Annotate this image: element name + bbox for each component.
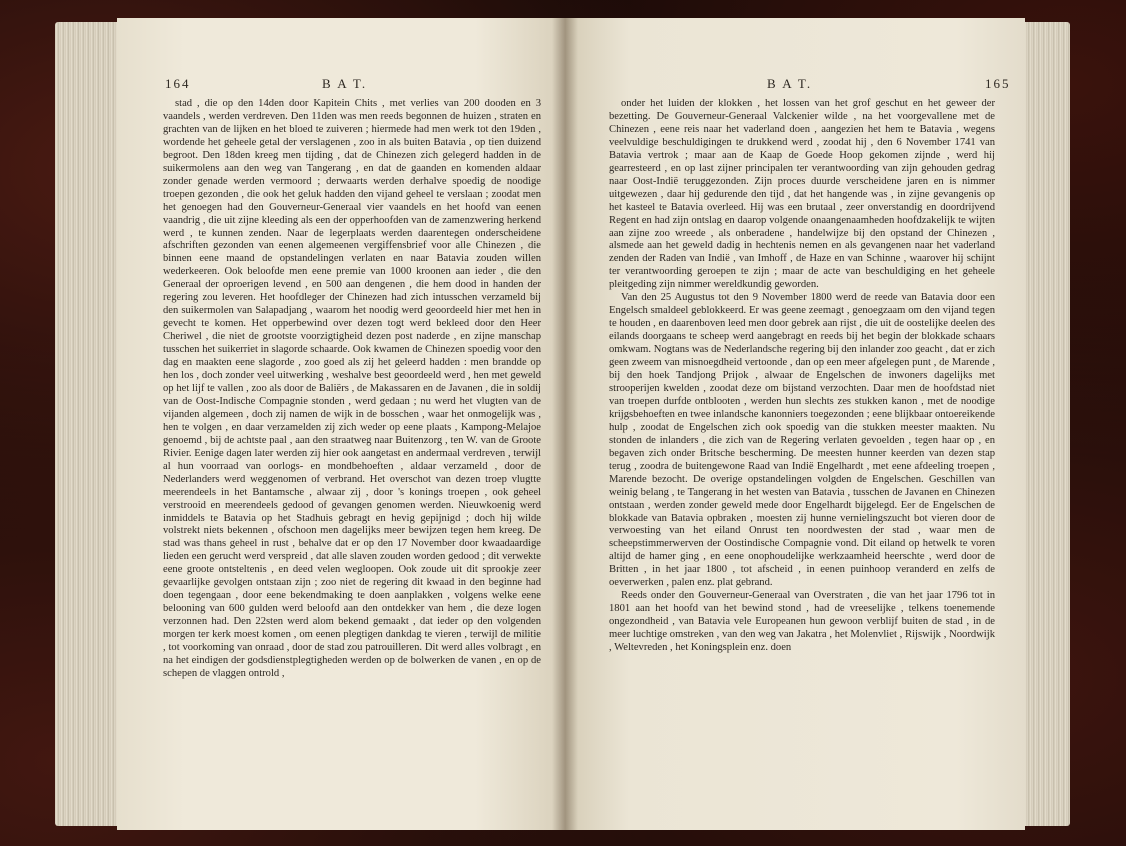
- left-page-edges: [55, 22, 125, 826]
- paragraph: Reeds onder den Gouverneur-Generaal van Overstraten , die van het jaar 1796 tot in 1801 aan het hoofd van het bewind stond , had de vreeselijke , telkens toenemende ongezondheid , van Batavia vele Europeanen hun gewoon verblijf buiten de stad , in de meer luchtige omstreken , van den weg van Jakatra , het Molenvliet , Rijswijk , Noordwijk , Weltevreden , het Koningsplein enz. doen: [609, 590, 995, 654]
- paragraph: stad , die op den 14den door Kapitein Chits , met verlies van 200 dooden en 3 vaandels , werden verdreven. Den 11den was men reeds begonnen de huizen , straten en grachten van de lijken en het bloed te zuiveren ; hiermede had men werk tot den 19den , wordende het geheele getal der verslagenen , zoo in als buiten Batavia , op tien duizend begroot. Den 18den kreeg men tijding , dat de Chinezen zich gelegerd hadden in de suikermolens aan den weg van Tangerang , en dat de gaanden en komenden aldaar zonder genade werden vermoord ; derwaarts werden derhalve spoedig de noodige troepen gezonden , die ook het geluk hadden den vijand geheel te verslaan ; zoodat men het genoegen had den Gouverneur-Generaal vier vaandels en het hoofd van eenen vaandrig , die uit zijne kleeding als een der opperhoofden van de zamenzwering herkend werd , te kunnen zenden. Naar de legerplaats werden daarentegen onderscheidene afschriften gezonden van eenen algemeenen vergiffensbrief voor alle Chinezen , die binnen eene maand de opstandelingen verlaten en naar Batavia zouden willen wederkeeren. Ook beloofde men eene premie van 1000 kroonen aan ieder , die den Generaal der oproerigen levend , en 500 aan dengenen , die hem dood in handen der regering zou leveren. Het hoofdleger der Chinezen had zich intusschen verzameld bij den suikermolen van Salapadjang , waarom het noodig werd geoordeeld hier met hen in gevecht te komen. Het opperbewind over dezen togt werd bekleed door den Heer Cheriwel , die niet de grootste voorzigtigheid dezen post naderde , en zijne manschap tusschen het suikerriet in slagorde schaarde. Ook kwamen de Chinezen spoedig voor den dag en maakten eene slagorde , zoo goed als zij het geleerd hadden : men brandde op hen los , doch zonder veel uitwerking , weshalve best geoordeeld werd , hen met geweld op het lijf te vallen , zoo als door de Baliërs , de Makassaren en de Javanen , die in soldij van de Oost-Indische Compagnie stonden , werd gedaan ; nu werd het vlugten van de vijanden algemeen , doch zij namen de wijk in de bosschen , waar het onmogelijk was , hen te volgen , en daar verzamelden zij zich weder op eene plaats , Kampong-Melajoe genoemd , bij de achtste paal , aan den straatweg naar Buitenzorg , ten W. van de Groote Rivier. Eenige dagen later werden zij hier ook aangetast en andermaal verdreven , terwijl al hun voorraad van oorlogs- en mondbehoeften , aldaar verzameld , door de Nederlanders werd weggenomen of verbrand. Het overschot van dezen troep vlugtte meerendeels in het Bantamsche , alwaar zij , door 's konings troepen , ook geheel verstrooid en meerendeels gedood of gevangen genomen werden. Nieuwkoenig werd inmiddels te Batavia op het Stadhuis gebragt en hevig gepijnigd ; doch hij wilde volstrekt niets bekennen , ofschoon men dagelijks meer bewijzen tegen hem kreeg. De stad was thans geheel in rust , behalve dat er op den 17 November door kwaadaardige lieden een gerucht werd verspreid , dat alle slaven zouden worden gedood ; dit verwekte eene groote ontsteltenis , en deed velen wegloopen. Ook zoude uit dit sprookje zeer gevaarlijke gevolgen ontstaan zijn ; zoo niet de regering dit kwaad in den beginne had doen tegengaan , door eene bekendmaking te doen aanplakken , volgens welke eene belooning van 600 gulden werd beloofd aan den ontdekker van hem , die deze logen verzonnen had. Den 22sten werd alom bekend gemaakt , dat ieder op den volgenden morgen ter kerk moest komen , om eenen plegtigen dankdag te vieren , terwijl de militie , tot voorkoming van onraad , door de stad zou patrouilleren. Dit werd alles volbragt , en na het eindigen der godsdienstplegtigheden werden op de bolwerken de vanen , en op de schepen de vlaggen ontrold ,: [163, 98, 541, 679]
- left-page-body: [163, 98, 541, 681]
- running-head-left: B A T.: [322, 76, 368, 91]
- paragraph: Van den 25 Augustus tot den 9 November 1800 werd de reede van Batavia door een Engelsch smaldeel geblokkeerd. Er was geene zeemagt , genoegzaam om den vijand tegen te houden , en daarenboven leed men door gebrek aan rijst , die uit de oostelijke deelen des eilands doorgaans te scheep werd aangebragt en reeds bij het begin der blokkade schaars omkwam. Nogtans was de Nederlandsche regering bij den inlander zoo geacht , dat er zich geen zweem van misnoegdheid vertoonde , dan op een meer afgelegen punt , de Marende , bij den hoek Tandjong Prijok , alwaar de Engelschen de inwoners dagelijks met strooperijen kwelden , zoodat deze om bijstand verzochten. Daar men de hoofdstad niet van troepen durfde ontblooten , werden hun slechts zes stukken kanon , met de noodige krijgsbehoeften en twee inlandsche kanonniers toegezonden ; eene blijkbaar ontoereikende hulp , zoodat de Engelschen zich ook spoedig van die stukken meester maakten. Nu stonden de inlanders , die zich van de Regering verlaten gevoelden , tegen haar op , en begaven zich onder Britsche bescherming. De meesten hunner keerden van dezen stap terug , zoodra de buitengewone Raad van Indië Engelhardt , met eene afdeeling troepen , Marende bezocht. De overige opstandelingen volgden de Engelschen. Geschillen van weinig belang , te Tangerang in het westen van Batavia , tusschen de Javanen en Chinezen ontstaan , werden zonder geweld mede door Engelhardt bijgelegd. Eer de Engelschen de blokkade van Batavia opbraken , moesten zij hunne vernielingszucht bot vieren door de verwoesting van het eiland Onrust ten noordwesten der stad , waar men de scheepstimmerwerven der Oostindische Compagnie vond. Dit eiland op hetwelk te voren altijd de hamer ging , en eene onophoudelijke werkzaamheid heerschte , werd door de Britten , in het jaar 1800 , tot afscheid , in eenen puinhoop veranderd en zelfs de oeverwerken , palen enz. plat gebrand.: [609, 292, 995, 589]
- open-book: [55, 18, 1070, 830]
- book-gutter: [552, 18, 578, 830]
- right-page: [565, 18, 1025, 830]
- page-number-right: 165: [985, 76, 1011, 91]
- left-page: [117, 18, 565, 830]
- paragraph: onder het luiden der klokken , het lossen van het grof geschut en het geweer der bezetting. De Gouverneur-Generaal Valckenier wilde , na het voorgevallene met de Chinezen , eene reis naar het vaderland doen , aangezien het hem te Batavia , wegens veelvuldige beschuldigingen te drukkend werd , zoodat hij , den 6 November 1741 van Batavia vertrok ; maar aan de Kaap de Goede Hoop gekomen zijnde , werd hij gearresteerd , en op last zijner principalen ter verantwoording van zijn gehouden gedrag naar Oost-Indië teruggezonden. Zijn proces duurde verscheidene jaren en is nimmer uitgewezen , daar hij gedurende den tijd , dat het hangende was , in zijne gevangenis op het kasteel te Batavia overleed. Hij was een brutaal , zeer onverstandig en doordrijvend Regent en had zijn ontslag en daarop volgende onaangenaamheden hoofdzakelijk te wijten aan zijne zoo wreede , als onberadene , handelwijze bij den opstand der Chinezen , alsmede aan het geweld dadig in hechtenis nemen en als gevangenen naar het vaderland zenden der Raden van Indië , van Imhoff , de Haze en van Schinne , waarover hij schijnt ter verantwoording geroepen te zijn ; maar de acte van beschuldiging en het geheele pleitgeding zijn nimmer wereldkundig geworden.: [609, 98, 995, 291]
- running-head-right: B A T.: [767, 76, 813, 91]
- right-page-edges: [1022, 22, 1070, 826]
- right-page-body: [609, 98, 995, 655]
- page-number-left: 164: [165, 76, 191, 91]
